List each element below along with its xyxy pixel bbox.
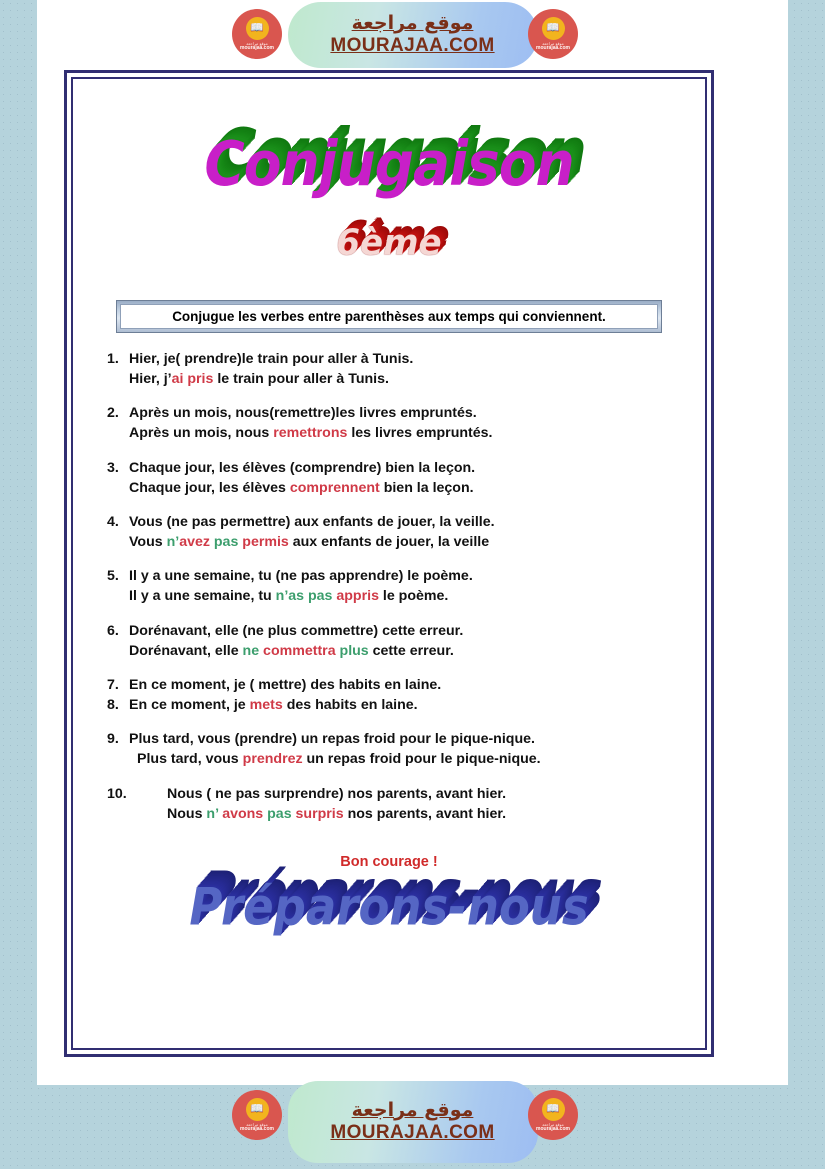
exercise-answer-line <box>107 641 683 661</box>
exercise-prompt-line <box>107 349 683 369</box>
exercise-prompt-text: Hier, je( prendre)le train pour aller à Tunis. <box>129 351 414 367</box>
exercise-prompt-text: En ce moment, je ( mettre) des habits en laine. <box>129 676 442 693</box>
answer-segment-black: En ce moment, je <box>129 697 250 714</box>
exercise-number: 5. <box>107 568 119 585</box>
answer-segment-green: ne <box>242 642 260 659</box>
footer-wordart-block <box>91 875 687 937</box>
site-banner-bottom <box>0 1075 825 1169</box>
exercise-answer-line <box>107 478 683 498</box>
logo-arabic-caption: موقع مراجعة <box>246 1121 268 1127</box>
exercise-prompt-line <box>107 729 683 749</box>
exercise-prompt-line <box>107 403 683 423</box>
answer-segment-red: comprennent <box>289 479 380 496</box>
exercise-item <box>107 729 683 769</box>
exercise-prompt-line <box>107 784 683 804</box>
exercise-item <box>107 458 683 498</box>
exercise-prompt-line <box>107 621 683 641</box>
site-logo-right <box>528 1090 578 1140</box>
answer-segment-black: le train pour aller à Tunis. <box>213 371 389 388</box>
banner-arabic-text: موقع مراجعة <box>351 1098 474 1121</box>
instruction-text: Conjugue les verbes entre parenthèses aux temps qui conviennent. <box>120 304 658 329</box>
exercise-number: 6. <box>107 622 119 639</box>
answer-segment-green: pas <box>263 805 292 822</box>
exercise-prompt-line <box>107 458 683 478</box>
exercise-answer-line <box>107 749 683 769</box>
site-logo-left <box>232 1090 282 1140</box>
closing-note: Bon courage ! <box>340 853 438 870</box>
site-logo-right <box>528 9 578 59</box>
banner-url-text[interactable]: MOURAJAA.COM <box>330 1121 495 1143</box>
exercise-answer-number: 8. <box>107 697 119 714</box>
exercise-item <box>107 566 683 606</box>
exercise-item <box>107 403 683 443</box>
banner-arabic-text: موقع مراجعة <box>351 11 474 34</box>
answer-segment-red: ai pris <box>171 371 214 388</box>
exercise-prompt-line <box>107 566 683 586</box>
banner-url-text[interactable]: MOURAJAA.COM <box>330 34 495 56</box>
title-block <box>91 128 687 264</box>
exercise-prompt-text: Il y a une semaine, tu (ne pas apprendre) le poème. <box>129 568 473 585</box>
answer-segment-red: appris <box>332 588 379 605</box>
exercise-prompt-text: Vous (ne pas permettre) aux enfants de jouer, la veille. <box>129 513 495 530</box>
logo-arabic-caption: موقع مراجعة <box>542 1121 564 1127</box>
exercise-item <box>107 621 683 661</box>
exercise-number: 9. <box>107 731 119 748</box>
instruction-banner <box>116 300 662 333</box>
book-glyph: 📖 <box>250 1102 264 1115</box>
answer-segment-black: bien la leçon. <box>379 479 474 496</box>
logo-arabic-caption: موقع مراجعة <box>246 40 268 46</box>
answer-segment-black: Après un mois, nous <box>129 425 274 442</box>
exercise-number: 10. <box>107 785 127 802</box>
logo-url-caption: mourajaa.com <box>536 1125 570 1132</box>
logo-url-caption: mourajaa.com <box>240 44 274 51</box>
exercise-item <box>107 349 683 389</box>
exercise-answer-line <box>107 532 683 552</box>
answer-segment-red: avez <box>179 534 210 551</box>
answer-segment-black: un repas froid pour le pique-nique. <box>302 751 541 768</box>
answer-segment-black: Plus tard, vous <box>137 751 243 768</box>
answer-segment-red: surpris <box>291 805 344 822</box>
answer-segment-black: aux enfants de jouer, la veille <box>288 534 490 551</box>
book-glyph: 📖 <box>546 1102 560 1115</box>
exercise-number: 4. <box>107 513 119 530</box>
exercise-prompt-line <box>107 675 683 695</box>
answer-segment-green: pas <box>209 534 239 551</box>
book-icon <box>542 17 565 40</box>
worksheet-frame <box>64 70 714 1057</box>
exercise-answer-line <box>107 804 683 824</box>
book-icon <box>246 17 269 40</box>
answer-segment-black: Dorénavant, elle <box>129 642 243 659</box>
exercise-prompt-text: Après un mois, nous(remettre)les livres empruntés. <box>129 405 477 422</box>
answer-segment-black: Vous <box>129 534 167 551</box>
answer-segment-black: Il y a une semaine, tu <box>129 588 276 605</box>
logo-url-caption: mourajaa.com <box>240 1125 274 1132</box>
book-glyph: 📖 <box>250 21 264 34</box>
exercise-item <box>107 675 683 715</box>
exercise-item <box>107 784 683 824</box>
answer-segment-black: cette erreur. <box>368 642 454 659</box>
exercise-number: 2. <box>107 405 119 422</box>
exercise-list <box>91 349 687 824</box>
answer-segment-red: avons <box>218 805 264 822</box>
logo-url-caption: mourajaa.com <box>536 44 570 51</box>
answer-segment-red: remettrons <box>273 425 348 442</box>
exercise-answer-line <box>107 369 683 389</box>
exercise-prompt-text: Dorénavant, elle (ne plus commettre) cette erreur. <box>129 622 464 639</box>
answer-segment-black: Nous <box>167 805 207 822</box>
book-icon <box>542 1098 565 1121</box>
page-title: Conjugaison <box>204 128 574 200</box>
answer-segment-red: mets <box>249 697 283 714</box>
exercise-answer-line <box>107 586 683 606</box>
site-banner-top <box>0 0 825 70</box>
answer-segment-black: le poème. <box>378 588 449 605</box>
worksheet-frame-inner <box>71 77 707 1050</box>
answer-segment-black: Chaque jour, les élèves <box>129 479 290 496</box>
answer-segment-red: permis <box>238 534 289 551</box>
answer-segment-black: Hier, j’ <box>129 371 172 388</box>
book-glyph: 📖 <box>546 21 560 34</box>
answer-segment-red: prendrez <box>242 751 303 768</box>
answer-segment-green: n’ <box>206 805 219 822</box>
site-logo-left <box>232 9 282 59</box>
answer-segment-green: pas <box>304 588 333 605</box>
exercise-number: 7. <box>107 676 119 693</box>
book-icon <box>246 1098 269 1121</box>
exercise-prompt-text: Plus tard, vous (prendre) un repas froid pour le pique-nique. <box>129 731 535 748</box>
site-banner-pill <box>288 2 538 68</box>
exercise-number: 1. <box>107 351 119 367</box>
exercise-prompt-text: Nous ( ne pas surprendre) nos parents, avant hier. <box>167 785 507 802</box>
answer-segment-black: les livres empruntés. <box>347 425 493 442</box>
exercise-item <box>107 512 683 552</box>
exercise-number: 3. <box>107 459 119 476</box>
exercise-answer-line <box>107 695 683 715</box>
exercise-prompt-line <box>107 512 683 532</box>
logo-arabic-caption: موقع مراجعة <box>542 40 564 46</box>
site-banner-pill <box>288 1081 538 1163</box>
answer-segment-black: des habits en laine. <box>282 697 418 714</box>
answer-segment-green: n’ <box>166 534 180 551</box>
answer-segment-red: commettra <box>259 642 336 659</box>
exercise-answer-line <box>107 423 683 443</box>
answer-segment-green: n’as <box>275 588 305 605</box>
exercise-prompt-text: Chaque jour, les élèves (comprendre) bien la leçon. <box>129 459 476 476</box>
grade-level-title: 6ème <box>336 222 442 264</box>
answer-segment-black: nos parents, avant hier. <box>343 805 507 822</box>
footer-wordart: Préparons-nous <box>189 875 589 937</box>
answer-segment-green: plus <box>335 642 369 659</box>
